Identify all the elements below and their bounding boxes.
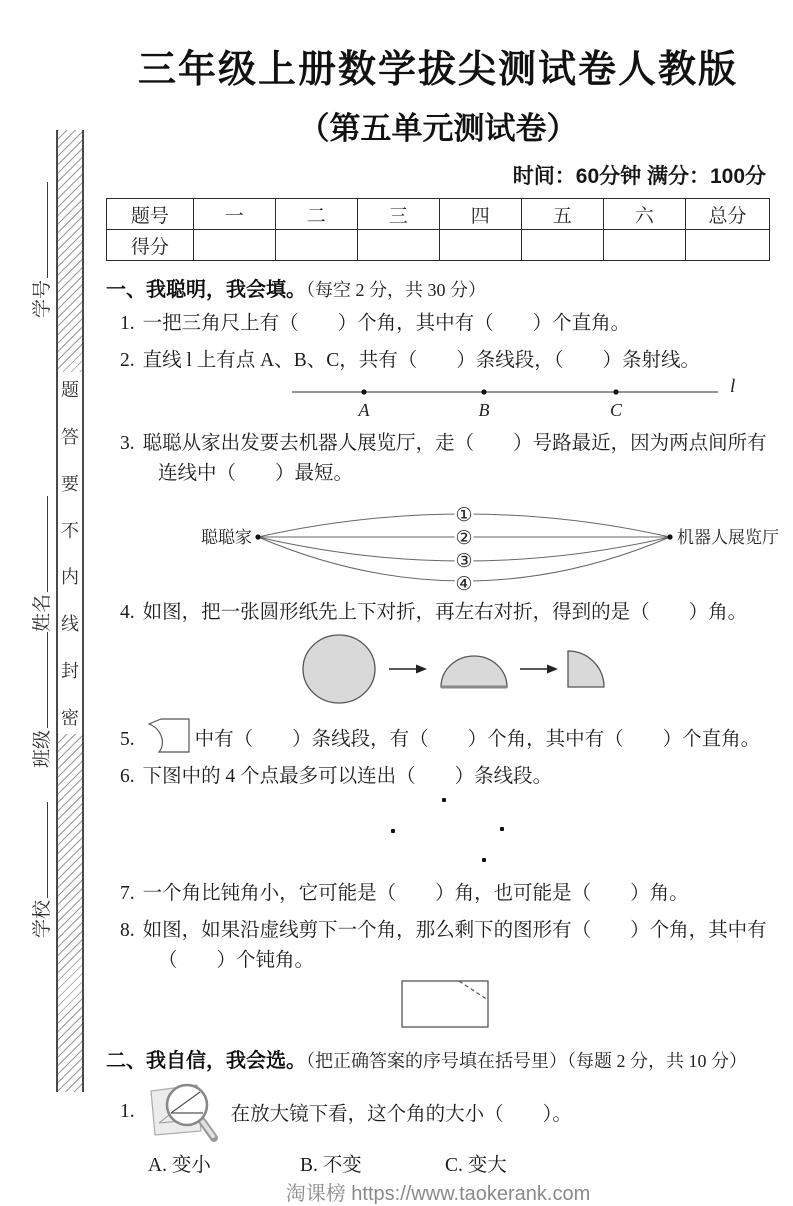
magnifier-angle-image bbox=[145, 1079, 225, 1145]
route-1-label: ① bbox=[455, 505, 473, 526]
question-text: 聪聪从家出发要去机器人展览厅，走（ ）号路最近，因为两点间所有 bbox=[142, 433, 767, 454]
score-cell-empty bbox=[357, 230, 439, 261]
question-text: 如图，如果沿虚线剪下一个角，那么剩下的图形有（ ）个角，其中有 bbox=[142, 920, 767, 941]
point-dot bbox=[442, 798, 446, 802]
score-cell-empty bbox=[685, 230, 769, 261]
routes-diagram bbox=[192, 491, 779, 595]
seal-char: 要 bbox=[61, 473, 79, 494]
seal-label-text: 姓名 bbox=[32, 593, 53, 632]
seal-char: 密 bbox=[61, 707, 79, 728]
question-2 bbox=[106, 346, 770, 376]
arrow-icon bbox=[520, 665, 558, 674]
score-col-header: 二 bbox=[275, 199, 357, 230]
question-number: 3. bbox=[120, 433, 135, 454]
home-label: 聪聪家 bbox=[201, 528, 252, 547]
score-cell-empty bbox=[603, 230, 685, 261]
question-number: 1. bbox=[120, 313, 135, 334]
option-c: C. 变大 bbox=[445, 1155, 507, 1176]
seal-char: 封 bbox=[61, 661, 79, 682]
curved-shape-figure bbox=[147, 717, 191, 755]
arrow-icon bbox=[389, 665, 427, 674]
seal-char: 题 bbox=[61, 380, 79, 400]
seal-label-school bbox=[27, 758, 53, 938]
question-text: 在放大镜下看，这个角的大小（ ）。 bbox=[230, 1104, 572, 1125]
section1-title: 一、我聪明，我会填。 bbox=[106, 279, 306, 301]
point-c-label: C bbox=[609, 400, 623, 420]
score-table-score-row bbox=[107, 230, 770, 261]
score-col-header: 五 bbox=[521, 199, 603, 230]
seal-char: 线 bbox=[61, 614, 79, 635]
seal-band bbox=[56, 130, 84, 1092]
question-number: 2. bbox=[120, 350, 135, 371]
score-table bbox=[106, 198, 770, 261]
question-number: 7. bbox=[120, 883, 135, 904]
blank-line bbox=[34, 496, 48, 592]
line-l-label: l bbox=[730, 376, 736, 397]
score-cell-empty bbox=[193, 230, 275, 261]
score-col-header: 题号 bbox=[107, 199, 194, 230]
blank-line bbox=[34, 182, 48, 278]
question-text: 如图，把一张圆形纸先上下对折，再左右对折，得到的是（ ）角。 bbox=[142, 602, 748, 623]
question-text: 中有（ ）条线段，有（ ）个角，其中有（ ）个直角。 bbox=[194, 729, 761, 750]
section2-note: （把正确答案的序号填在括号里）（每题 2 分，共 10 分） bbox=[306, 1051, 747, 1071]
route-3-label: ③ bbox=[455, 551, 473, 572]
question-number: 8. bbox=[120, 920, 135, 941]
route-4-label: ④ bbox=[455, 574, 473, 595]
score-col-header: 一 bbox=[193, 199, 275, 230]
question-number: 4. bbox=[120, 602, 135, 623]
seal-label-text: 学校 bbox=[32, 899, 53, 938]
question-text-continued: （ ）个钝角。 bbox=[158, 950, 315, 971]
question-number: 1. bbox=[120, 1101, 135, 1122]
point-dot bbox=[391, 829, 395, 833]
four-points-diagram bbox=[106, 792, 770, 872]
question-text: 直线 l 上有点 A、B、C，共有（ ）条线段，（ ）条射线。 bbox=[142, 350, 701, 371]
watermark-footer: 淘课榜 https://www.taokerank.com bbox=[285, 1183, 591, 1205]
route-2-label: ② bbox=[455, 528, 473, 549]
score-col-header: 六 bbox=[603, 199, 685, 230]
seal-label-text: 学号 bbox=[32, 279, 53, 318]
score-col-header: 三 bbox=[357, 199, 439, 230]
question-1 bbox=[106, 309, 770, 339]
section1-note: （每空 2 分，共 30 分） bbox=[306, 280, 486, 300]
score-col-header: 四 bbox=[439, 199, 521, 230]
score-cell-empty bbox=[521, 230, 603, 261]
point-dot bbox=[500, 827, 504, 831]
score-table-header-row bbox=[107, 199, 770, 230]
section2-heading bbox=[106, 1044, 770, 1073]
seal-phrase bbox=[58, 372, 82, 734]
question-6 bbox=[106, 762, 770, 792]
seal-char: 内 bbox=[61, 567, 79, 588]
point-b-label: B bbox=[478, 400, 490, 420]
question-text-continued: 连线中（ ）最短。 bbox=[158, 463, 354, 484]
question-8 bbox=[106, 916, 770, 976]
option-b: B. 不变 bbox=[300, 1155, 362, 1176]
seal-char: 答 bbox=[61, 426, 79, 447]
seal-hatching-bottom bbox=[58, 734, 82, 1092]
choice-question-1 bbox=[106, 1079, 770, 1145]
question-5 bbox=[106, 717, 770, 755]
question-4 bbox=[106, 598, 770, 628]
blank-line bbox=[34, 632, 48, 728]
seal-label-text: 班级 bbox=[32, 729, 53, 768]
score-row-label: 得分 bbox=[107, 230, 194, 261]
score-cell-empty bbox=[275, 230, 357, 261]
question-text: 一把三角尺上有（ ）个角，其中有（ ）个直角。 bbox=[142, 313, 631, 334]
seal-label-class bbox=[27, 588, 53, 768]
number-line-diagram bbox=[284, 378, 764, 422]
time-score-info: 时间：60分钟 满分：100分 bbox=[512, 165, 766, 188]
option-a: A. 变小 bbox=[148, 1155, 211, 1176]
rectangle-cut-diagram bbox=[399, 978, 509, 1032]
score-cell-empty bbox=[439, 230, 521, 261]
question-text: 一个角比钝角小，它可能是（ ）角，也可能是（ ）角。 bbox=[142, 883, 689, 904]
point-dot bbox=[482, 858, 486, 862]
page-subtitle: （第五单元测试卷） bbox=[298, 111, 578, 146]
blank-line bbox=[34, 802, 48, 898]
page-title: 三年级上册数学拔尖测试卷人教版 bbox=[137, 49, 738, 91]
exhibition-hall-label: 机器人展览厅 bbox=[677, 528, 779, 547]
question-number: 6. bbox=[120, 766, 135, 787]
seal-char: 不 bbox=[61, 520, 79, 541]
question-text: 下图中的 4 个点最多可以连出（ ）条线段。 bbox=[142, 766, 553, 787]
section2-title: 二、我自信，我会选。 bbox=[106, 1050, 306, 1072]
score-col-header: 总分 bbox=[685, 199, 769, 230]
main-content bbox=[106, 38, 779, 1206]
question-number: 5. bbox=[120, 729, 135, 750]
seal-hatching-top bbox=[58, 130, 82, 372]
circle-folding-diagram bbox=[292, 630, 612, 710]
section1-heading bbox=[106, 273, 770, 302]
question-3 bbox=[106, 429, 770, 489]
point-a-label: A bbox=[358, 400, 370, 420]
question-7 bbox=[106, 879, 770, 909]
options-row bbox=[106, 1149, 770, 1177]
magnifier-lens bbox=[167, 1085, 207, 1125]
seal-label-student-id bbox=[27, 138, 53, 318]
